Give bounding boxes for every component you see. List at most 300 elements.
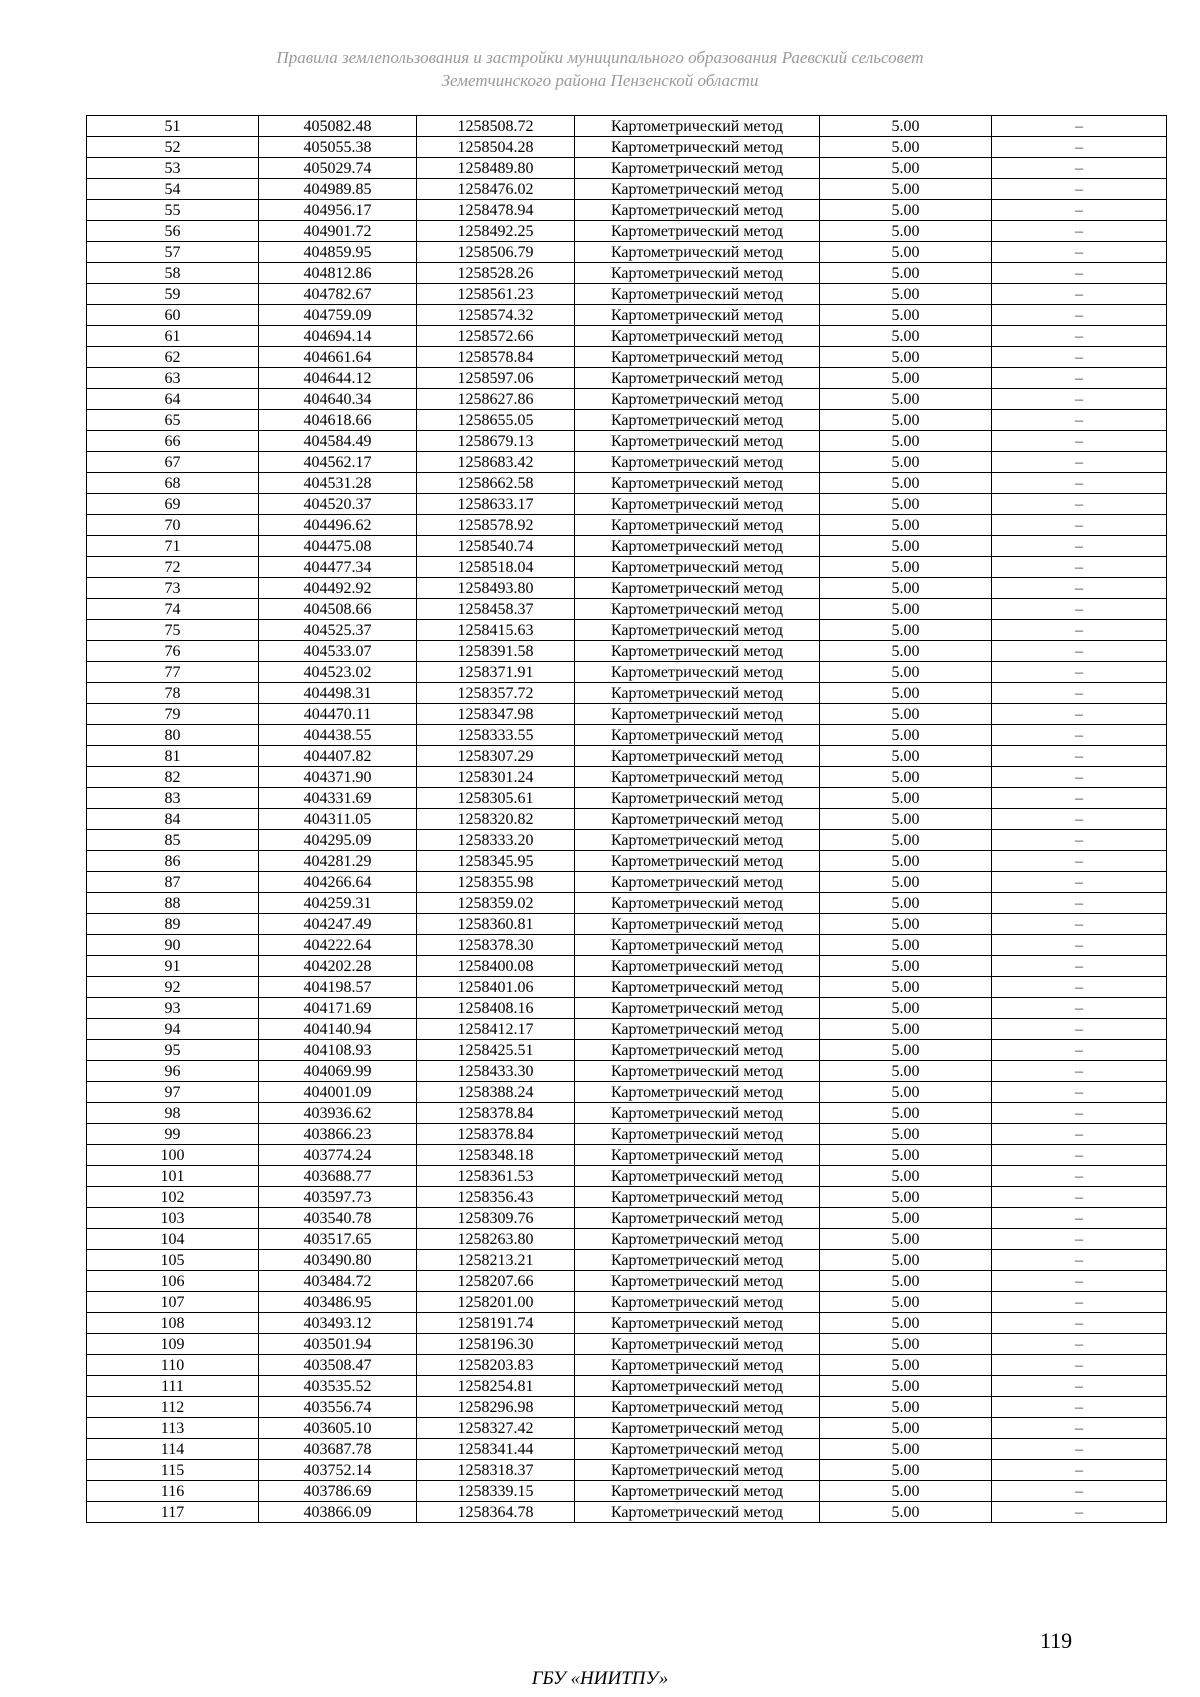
y-coordinate-cell: 1258320.82 — [417, 809, 575, 830]
x-coordinate-cell: 404694.14 — [259, 326, 417, 347]
accuracy-cell: 5.00 — [820, 263, 992, 284]
table-row — [87, 284, 1167, 305]
table-row — [87, 851, 1167, 872]
method-cell: Картометрический метод — [575, 1103, 820, 1124]
note-cell: – — [992, 1229, 1167, 1250]
accuracy-cell: 5.00 — [820, 998, 992, 1019]
table-row — [87, 1019, 1167, 1040]
point-number-cell: 96 — [87, 1061, 259, 1082]
x-coordinate-cell: 404001.09 — [259, 1082, 417, 1103]
method-cell: Картометрический метод — [575, 662, 820, 683]
table-row — [87, 326, 1167, 347]
table-row — [87, 1271, 1167, 1292]
y-coordinate-cell: 1258355.98 — [417, 872, 575, 893]
note-cell: – — [992, 809, 1167, 830]
y-coordinate-cell: 1258203.83 — [417, 1355, 575, 1376]
x-coordinate-cell: 404198.57 — [259, 977, 417, 998]
method-cell: Картометрический метод — [575, 893, 820, 914]
x-coordinate-cell: 403774.24 — [259, 1145, 417, 1166]
point-number-cell: 92 — [87, 977, 259, 998]
point-number-cell: 116 — [87, 1481, 259, 1502]
method-cell: Картометрический метод — [575, 956, 820, 977]
table-row — [87, 1229, 1167, 1250]
note-cell: – — [992, 200, 1167, 221]
method-cell: Картометрический метод — [575, 305, 820, 326]
accuracy-cell: 5.00 — [820, 725, 992, 746]
method-cell: Картометрический метод — [575, 1271, 820, 1292]
point-number-cell: 75 — [87, 620, 259, 641]
note-cell: – — [992, 1166, 1167, 1187]
x-coordinate-cell: 404311.05 — [259, 809, 417, 830]
note-cell: – — [992, 368, 1167, 389]
x-coordinate-cell: 404661.64 — [259, 347, 417, 368]
x-coordinate-cell: 403752.14 — [259, 1460, 417, 1481]
method-cell: Картометрический метод — [575, 1082, 820, 1103]
note-cell: – — [992, 1292, 1167, 1313]
y-coordinate-cell: 1258627.86 — [417, 389, 575, 410]
accuracy-cell: 5.00 — [820, 494, 992, 515]
note-cell: – — [992, 620, 1167, 641]
note-cell: – — [992, 284, 1167, 305]
y-coordinate-cell: 1258401.06 — [417, 977, 575, 998]
accuracy-cell: 5.00 — [820, 389, 992, 410]
point-number-cell: 52 — [87, 137, 259, 158]
table-row — [87, 1334, 1167, 1355]
note-cell: – — [992, 851, 1167, 872]
x-coordinate-cell: 403490.80 — [259, 1250, 417, 1271]
method-cell: Картометрический метод — [575, 1208, 820, 1229]
y-coordinate-cell: 1258574.32 — [417, 305, 575, 326]
y-coordinate-cell: 1258408.16 — [417, 998, 575, 1019]
x-coordinate-cell: 404407.82 — [259, 746, 417, 767]
method-cell: Картометрический метод — [575, 1355, 820, 1376]
accuracy-cell: 5.00 — [820, 788, 992, 809]
accuracy-cell: 5.00 — [820, 830, 992, 851]
y-coordinate-cell: 1258518.04 — [417, 557, 575, 578]
note-cell: – — [992, 1376, 1167, 1397]
accuracy-cell: 5.00 — [820, 977, 992, 998]
x-coordinate-cell: 404584.49 — [259, 431, 417, 452]
point-number-cell: 113 — [87, 1418, 259, 1439]
y-coordinate-cell: 1258207.66 — [417, 1271, 575, 1292]
table-row — [87, 1397, 1167, 1418]
table-row — [87, 662, 1167, 683]
point-number-cell: 107 — [87, 1292, 259, 1313]
y-coordinate-cell: 1258378.84 — [417, 1124, 575, 1145]
point-number-cell: 115 — [87, 1460, 259, 1481]
point-number-cell: 108 — [87, 1313, 259, 1334]
x-coordinate-cell: 403936.62 — [259, 1103, 417, 1124]
note-cell: – — [992, 536, 1167, 557]
note-cell: – — [992, 389, 1167, 410]
table-row — [87, 578, 1167, 599]
y-coordinate-cell: 1258662.58 — [417, 473, 575, 494]
point-number-cell: 54 — [87, 179, 259, 200]
table-row — [87, 473, 1167, 494]
table-row — [87, 1208, 1167, 1229]
x-coordinate-cell: 403786.69 — [259, 1481, 417, 1502]
x-coordinate-cell: 404533.07 — [259, 641, 417, 662]
y-coordinate-cell: 1258347.98 — [417, 704, 575, 725]
note-cell: – — [992, 1397, 1167, 1418]
accuracy-cell: 5.00 — [820, 1124, 992, 1145]
method-cell: Картометрический метод — [575, 914, 820, 935]
note-cell: – — [992, 1208, 1167, 1229]
method-cell: Картометрический метод — [575, 851, 820, 872]
method-cell: Картометрический метод — [575, 431, 820, 452]
accuracy-cell: 5.00 — [820, 515, 992, 536]
table-row — [87, 956, 1167, 977]
point-number-cell: 63 — [87, 368, 259, 389]
method-cell: Картометрический метод — [575, 368, 820, 389]
accuracy-cell: 5.00 — [820, 641, 992, 662]
note-cell: – — [992, 557, 1167, 578]
method-cell: Картометрический метод — [575, 767, 820, 788]
x-coordinate-cell: 404508.66 — [259, 599, 417, 620]
table-row — [87, 410, 1167, 431]
method-cell: Картометрический метод — [575, 389, 820, 410]
method-cell: Картометрический метод — [575, 494, 820, 515]
point-number-cell: 67 — [87, 452, 259, 473]
note-cell: – — [992, 746, 1167, 767]
accuracy-cell: 5.00 — [820, 368, 992, 389]
method-cell: Картометрический метод — [575, 536, 820, 557]
method-cell: Картометрический метод — [575, 1145, 820, 1166]
accuracy-cell: 5.00 — [820, 620, 992, 641]
point-number-cell: 104 — [87, 1229, 259, 1250]
point-number-cell: 69 — [87, 494, 259, 515]
point-number-cell: 77 — [87, 662, 259, 683]
table-row — [87, 389, 1167, 410]
point-number-cell: 60 — [87, 305, 259, 326]
accuracy-cell: 5.00 — [820, 1292, 992, 1313]
point-number-cell: 58 — [87, 263, 259, 284]
method-cell: Картометрический метод — [575, 1166, 820, 1187]
table-row — [87, 1439, 1167, 1460]
y-coordinate-cell: 1258327.42 — [417, 1418, 575, 1439]
y-coordinate-cell: 1258561.23 — [417, 284, 575, 305]
y-coordinate-cell: 1258476.02 — [417, 179, 575, 200]
table-row — [87, 1145, 1167, 1166]
point-number-cell: 87 — [87, 872, 259, 893]
point-number-cell: 61 — [87, 326, 259, 347]
x-coordinate-cell: 404782.67 — [259, 284, 417, 305]
note-cell: – — [992, 1082, 1167, 1103]
table-row — [87, 347, 1167, 368]
method-cell: Картометрический метод — [575, 1061, 820, 1082]
method-cell: Картометрический метод — [575, 704, 820, 725]
y-coordinate-cell: 1258341.44 — [417, 1439, 575, 1460]
table-row — [87, 200, 1167, 221]
table-row — [87, 704, 1167, 725]
accuracy-cell: 5.00 — [820, 683, 992, 704]
y-coordinate-cell: 1258309.76 — [417, 1208, 575, 1229]
point-number-cell: 112 — [87, 1397, 259, 1418]
method-cell: Картометрический метод — [575, 221, 820, 242]
method-cell: Картометрический метод — [575, 830, 820, 851]
accuracy-cell: 5.00 — [820, 662, 992, 683]
y-coordinate-cell: 1258333.20 — [417, 830, 575, 851]
header-line-2: Земетчинского района Пензенской области — [441, 71, 759, 90]
method-cell: Картометрический метод — [575, 1313, 820, 1334]
x-coordinate-cell: 404202.28 — [259, 956, 417, 977]
note-cell: – — [992, 1103, 1167, 1124]
accuracy-cell: 5.00 — [820, 1082, 992, 1103]
y-coordinate-cell: 1258412.17 — [417, 1019, 575, 1040]
table-row — [87, 809, 1167, 830]
method-cell: Картометрический метод — [575, 1187, 820, 1208]
table-row — [87, 1250, 1167, 1271]
note-cell: – — [992, 914, 1167, 935]
note-cell: – — [992, 347, 1167, 368]
accuracy-cell: 5.00 — [820, 1187, 992, 1208]
method-cell: Картометрический метод — [575, 116, 820, 137]
x-coordinate-cell: 404640.34 — [259, 389, 417, 410]
accuracy-cell: 5.00 — [820, 242, 992, 263]
y-coordinate-cell: 1258333.55 — [417, 725, 575, 746]
point-number-cell: 68 — [87, 473, 259, 494]
x-coordinate-cell: 404562.17 — [259, 452, 417, 473]
page-number: 119 — [1040, 1628, 1073, 1653]
coordinates-table-body — [87, 116, 1167, 1523]
y-coordinate-cell: 1258339.15 — [417, 1481, 575, 1502]
point-number-cell: 76 — [87, 641, 259, 662]
table-row — [87, 599, 1167, 620]
table-row — [87, 494, 1167, 515]
table-row — [87, 725, 1167, 746]
table-row — [87, 767, 1167, 788]
accuracy-cell: 5.00 — [820, 1019, 992, 1040]
x-coordinate-cell: 404759.09 — [259, 305, 417, 326]
point-number-cell: 111 — [87, 1376, 259, 1397]
note-cell: – — [992, 179, 1167, 200]
y-coordinate-cell: 1258345.95 — [417, 851, 575, 872]
x-coordinate-cell: 405029.74 — [259, 158, 417, 179]
accuracy-cell: 5.00 — [820, 767, 992, 788]
y-coordinate-cell: 1258492.25 — [417, 221, 575, 242]
y-coordinate-cell: 1258371.91 — [417, 662, 575, 683]
y-coordinate-cell: 1258378.30 — [417, 935, 575, 956]
note-cell: – — [992, 1460, 1167, 1481]
y-coordinate-cell: 1258633.17 — [417, 494, 575, 515]
method-cell: Картометрический метод — [575, 578, 820, 599]
point-number-cell: 110 — [87, 1355, 259, 1376]
y-coordinate-cell: 1258489.80 — [417, 158, 575, 179]
table-row — [87, 116, 1167, 137]
accuracy-cell: 5.00 — [820, 1481, 992, 1502]
table-row — [87, 137, 1167, 158]
table-row — [87, 977, 1167, 998]
x-coordinate-cell: 403486.95 — [259, 1292, 417, 1313]
note-cell: – — [992, 935, 1167, 956]
note-cell: – — [992, 977, 1167, 998]
table-row — [87, 221, 1167, 242]
table-row — [87, 1376, 1167, 1397]
y-coordinate-cell: 1258540.74 — [417, 536, 575, 557]
y-coordinate-cell: 1258318.37 — [417, 1460, 575, 1481]
point-number-cell: 55 — [87, 200, 259, 221]
x-coordinate-cell: 404901.72 — [259, 221, 417, 242]
method-cell: Картометрический метод — [575, 1418, 820, 1439]
note-cell: – — [992, 221, 1167, 242]
point-number-cell: 117 — [87, 1502, 259, 1523]
note-cell: – — [992, 326, 1167, 347]
y-coordinate-cell: 1258458.37 — [417, 599, 575, 620]
x-coordinate-cell: 404331.69 — [259, 788, 417, 809]
method-cell: Картометрический метод — [575, 725, 820, 746]
y-coordinate-cell: 1258391.58 — [417, 641, 575, 662]
y-coordinate-cell: 1258433.30 — [417, 1061, 575, 1082]
method-cell: Картометрический метод — [575, 620, 820, 641]
note-cell: – — [992, 683, 1167, 704]
accuracy-cell: 5.00 — [820, 1376, 992, 1397]
y-coordinate-cell: 1258360.81 — [417, 914, 575, 935]
point-number-cell: 99 — [87, 1124, 259, 1145]
accuracy-cell: 5.00 — [820, 1271, 992, 1292]
accuracy-cell: 5.00 — [820, 1355, 992, 1376]
table-row — [87, 935, 1167, 956]
table-row — [87, 1082, 1167, 1103]
accuracy-cell: 5.00 — [820, 284, 992, 305]
x-coordinate-cell: 403501.94 — [259, 1334, 417, 1355]
method-cell: Картометрический метод — [575, 1019, 820, 1040]
method-cell: Картометрический метод — [575, 872, 820, 893]
x-coordinate-cell: 404108.93 — [259, 1040, 417, 1061]
x-coordinate-cell: 404477.34 — [259, 557, 417, 578]
point-number-cell: 100 — [87, 1145, 259, 1166]
x-coordinate-cell: 403484.72 — [259, 1271, 417, 1292]
y-coordinate-cell: 1258655.05 — [417, 410, 575, 431]
table-row — [87, 1481, 1167, 1502]
point-number-cell: 90 — [87, 935, 259, 956]
y-coordinate-cell: 1258683.42 — [417, 452, 575, 473]
y-coordinate-cell: 1258425.51 — [417, 1040, 575, 1061]
point-number-cell: 102 — [87, 1187, 259, 1208]
point-number-cell: 51 — [87, 116, 259, 137]
method-cell: Картометрический метод — [575, 410, 820, 431]
accuracy-cell: 5.00 — [820, 158, 992, 179]
method-cell: Картометрический метод — [575, 977, 820, 998]
method-cell: Картометрический метод — [575, 242, 820, 263]
y-coordinate-cell: 1258364.78 — [417, 1502, 575, 1523]
y-coordinate-cell: 1258400.08 — [417, 956, 575, 977]
accuracy-cell: 5.00 — [820, 1145, 992, 1166]
note-cell: – — [992, 305, 1167, 326]
note-cell: – — [992, 1040, 1167, 1061]
accuracy-cell: 5.00 — [820, 599, 992, 620]
note-cell: – — [992, 137, 1167, 158]
point-number-cell: 101 — [87, 1166, 259, 1187]
table-row — [87, 1103, 1167, 1124]
accuracy-cell: 5.00 — [820, 347, 992, 368]
x-coordinate-cell: 403866.23 — [259, 1124, 417, 1145]
method-cell: Картометрический метод — [575, 683, 820, 704]
x-coordinate-cell: 404498.31 — [259, 683, 417, 704]
x-coordinate-cell: 403493.12 — [259, 1313, 417, 1334]
table-row — [87, 1040, 1167, 1061]
note-cell: – — [992, 788, 1167, 809]
point-number-cell: 93 — [87, 998, 259, 1019]
accuracy-cell: 5.00 — [820, 704, 992, 725]
y-coordinate-cell: 1258213.21 — [417, 1250, 575, 1271]
x-coordinate-cell: 404989.85 — [259, 179, 417, 200]
x-coordinate-cell: 404266.64 — [259, 872, 417, 893]
point-number-cell: 57 — [87, 242, 259, 263]
note-cell: – — [992, 515, 1167, 536]
x-coordinate-cell: 404956.17 — [259, 200, 417, 221]
point-number-cell: 74 — [87, 599, 259, 620]
table-row — [87, 1418, 1167, 1439]
note-cell: – — [992, 1187, 1167, 1208]
method-cell: Картометрический метод — [575, 935, 820, 956]
point-number-cell: 95 — [87, 1040, 259, 1061]
y-coordinate-cell: 1258388.24 — [417, 1082, 575, 1103]
method-cell: Картометрический метод — [575, 347, 820, 368]
x-coordinate-cell: 404140.94 — [259, 1019, 417, 1040]
x-coordinate-cell: 403866.09 — [259, 1502, 417, 1523]
table-row — [87, 452, 1167, 473]
y-coordinate-cell: 1258493.80 — [417, 578, 575, 599]
method-cell: Картометрический метод — [575, 1229, 820, 1250]
x-coordinate-cell: 404281.29 — [259, 851, 417, 872]
point-number-cell: 62 — [87, 347, 259, 368]
note-cell: – — [992, 1418, 1167, 1439]
table-row — [87, 242, 1167, 263]
method-cell: Картометрический метод — [575, 452, 820, 473]
method-cell: Картометрический метод — [575, 515, 820, 536]
point-number-cell: 103 — [87, 1208, 259, 1229]
method-cell: Картометрический метод — [575, 1502, 820, 1523]
x-coordinate-cell: 404295.09 — [259, 830, 417, 851]
table-row — [87, 1355, 1167, 1376]
table-row — [87, 1313, 1167, 1334]
note-cell: – — [992, 1145, 1167, 1166]
table-row — [87, 620, 1167, 641]
y-coordinate-cell: 1258357.72 — [417, 683, 575, 704]
table-row — [87, 158, 1167, 179]
point-number-cell: 85 — [87, 830, 259, 851]
y-coordinate-cell: 1258196.30 — [417, 1334, 575, 1355]
accuracy-cell: 5.00 — [820, 851, 992, 872]
y-coordinate-cell: 1258578.84 — [417, 347, 575, 368]
y-coordinate-cell: 1258301.24 — [417, 767, 575, 788]
x-coordinate-cell: 403597.73 — [259, 1187, 417, 1208]
accuracy-cell: 5.00 — [820, 536, 992, 557]
table-row — [87, 557, 1167, 578]
table-row — [87, 788, 1167, 809]
accuracy-cell: 5.00 — [820, 809, 992, 830]
accuracy-cell: 5.00 — [820, 410, 992, 431]
point-number-cell: 81 — [87, 746, 259, 767]
y-coordinate-cell: 1258578.92 — [417, 515, 575, 536]
note-cell: – — [992, 1334, 1167, 1355]
x-coordinate-cell: 403605.10 — [259, 1418, 417, 1439]
x-coordinate-cell: 403517.65 — [259, 1229, 417, 1250]
point-number-cell: 86 — [87, 851, 259, 872]
y-coordinate-cell: 1258263.80 — [417, 1229, 575, 1250]
accuracy-cell: 5.00 — [820, 305, 992, 326]
y-coordinate-cell: 1258597.06 — [417, 368, 575, 389]
method-cell: Картометрический метод — [575, 746, 820, 767]
accuracy-cell: 5.00 — [820, 1460, 992, 1481]
y-coordinate-cell: 1258361.53 — [417, 1166, 575, 1187]
accuracy-cell: 5.00 — [820, 1166, 992, 1187]
method-cell: Картометрический метод — [575, 326, 820, 347]
table-row — [87, 830, 1167, 851]
x-coordinate-cell: 404618.66 — [259, 410, 417, 431]
coordinates-table — [86, 115, 1167, 1523]
y-coordinate-cell: 1258415.63 — [417, 620, 575, 641]
